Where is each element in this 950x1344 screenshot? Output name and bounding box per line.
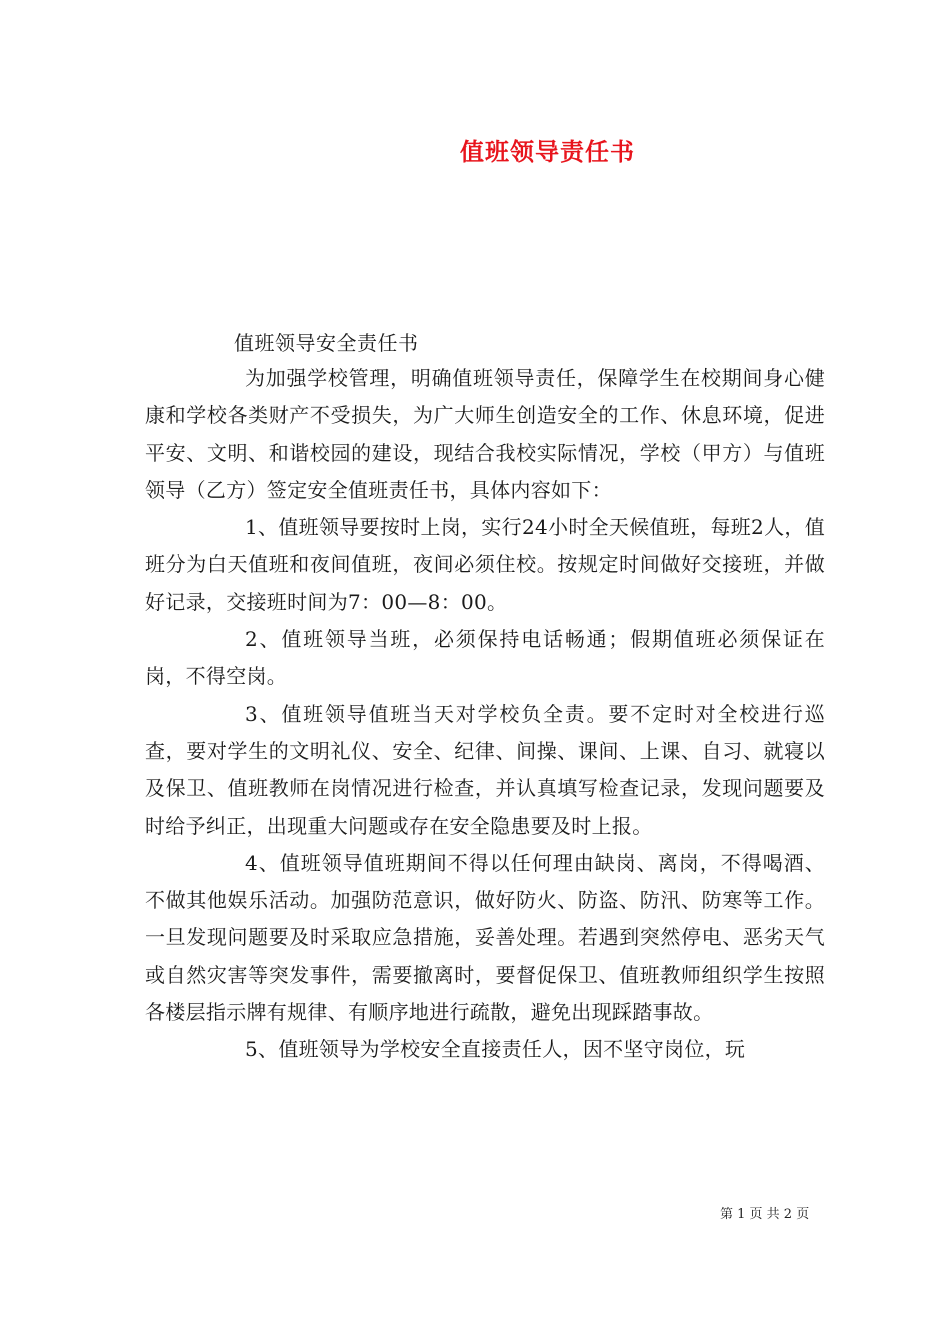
clause-4-paragraph: 4、值班领导值班期间不得以任何理由缺岗、离岗，不得喝酒、不做其他娱乐活动。加强防范意识，做好防火、防盗、防汛、防寒等工作。一旦发现问题要及时采取应急措施，妥善处理。若遇到突然停电、恶劣天气或自然灾害等突发事件，需要撤离时，要督促保卫、值班教师组织学生按照各楼层指示牌有规律、有顺序地进行疏散，避免出现踩踏事故。	[145, 850, 825, 1025]
document-title: 值班领导责任书	[460, 137, 635, 166]
clause-5-paragraph: 5、值班领导为学校安全直接责任人，因不坚守岗位，玩	[245, 1037, 746, 1062]
page-number-footer: 第 1 页 共 2 页	[720, 1207, 810, 1222]
clause-3-paragraph: 3、值班领导值班当天对学校负全责。要不定时对全校进行巡查，要对学生的文明礼仪、安全、纪律、间操、课间、上课、自习、就寝以及保卫、值班教师在岗情况进行检查，并认真填写检查记录，发现问题要及时给予纠正，出现重大问题或存在安全隐患要及时上报。	[145, 701, 825, 838]
clause-2-paragraph: 2、值班领导当班，必须保持电话畅通；假期值班必须保证在岗，不得空岗。	[145, 627, 825, 689]
document-subtitle: 值班领导安全责任书	[234, 331, 419, 355]
document-body	[145, 360, 825, 1069]
clause-1-paragraph: 1、值班领导要按时上岗，实行24小时全天候值班，每班2人，值班分为白天值班和夜间值班，夜间必须住校。按规定时间做好交接班，并做好记录，交接班时间为7：00—8：00。	[145, 515, 825, 614]
intro-paragraph: 为加强学校管理，明确值班领导责任，保障学生在校期间身心健康和学校各类财产不受损失，为广大师生创造安全的工作、休息环境，促进平安、文明、和谐校园的建设，现结合我校实际情况，学校（甲方）与值班领导（乙方）签定安全值班责任书，具体内容如下：	[145, 366, 825, 502]
